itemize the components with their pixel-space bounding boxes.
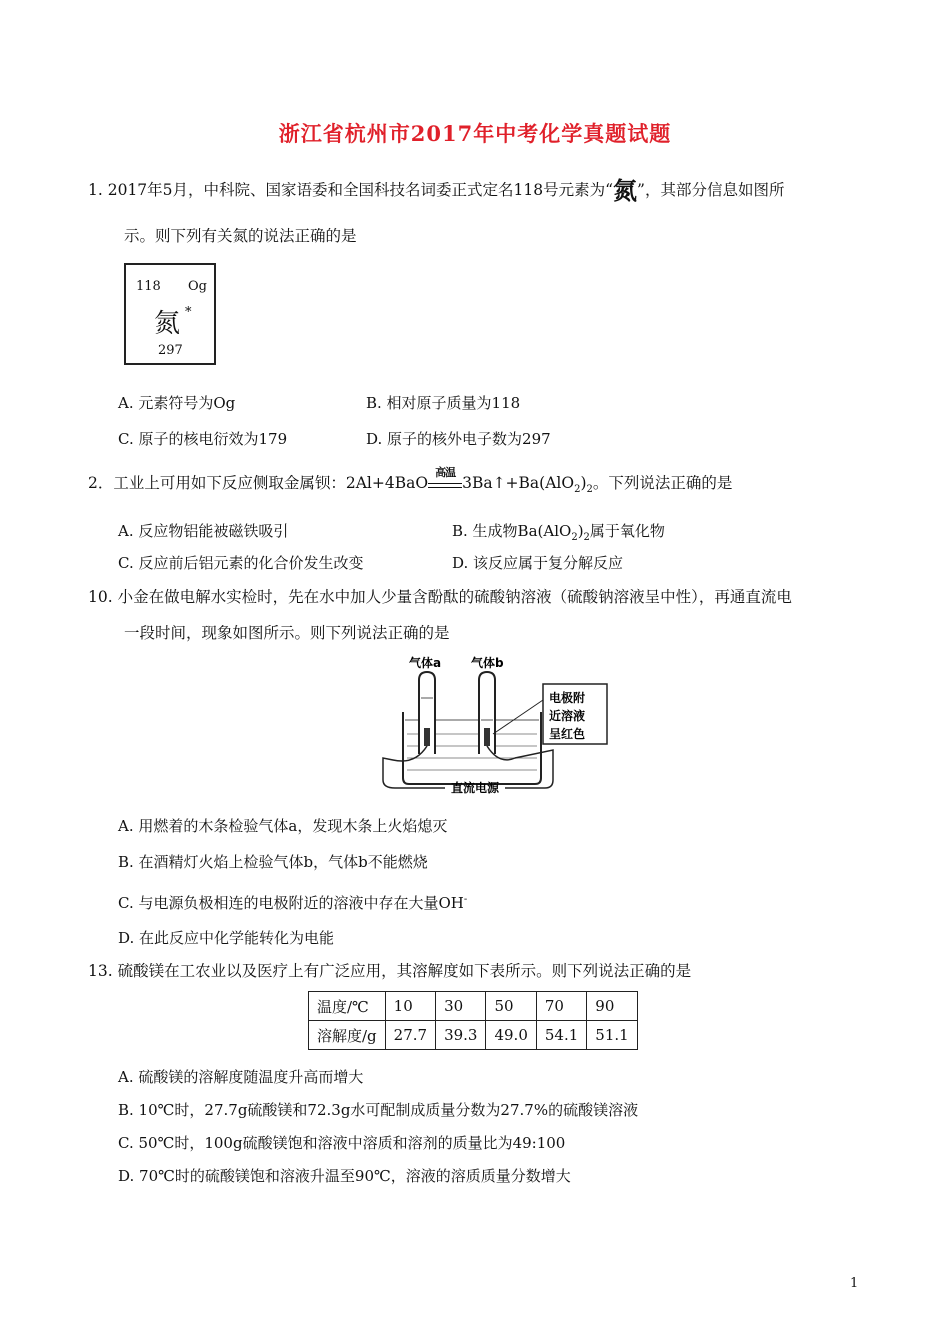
- q10-line2: 一段时间，现象如图所示。则下列说法正确的是: [124, 624, 450, 642]
- q2-post-b: ): [580, 474, 587, 492]
- temp-cell: 90: [587, 992, 637, 1021]
- equals-sign: [428, 483, 462, 488]
- row1-label: 温度/℃: [309, 992, 386, 1021]
- q13-option-a: A. 硫酸镁的溶解度随温度升高而增大: [118, 1068, 364, 1086]
- q2-sub2: 2: [586, 484, 593, 496]
- row2-label: 溶解度/g: [309, 1021, 386, 1050]
- q2-post-a: 3Ba↑+Ba(AlO: [462, 474, 575, 492]
- solubility-cell: 54.1: [536, 1021, 586, 1050]
- electrolysis-figure: [375, 650, 615, 795]
- element-number: 118: [136, 279, 161, 294]
- q2-option-d: D. 该反应属于复分解反应: [452, 554, 624, 572]
- q10-option-c-sup: -: [463, 894, 468, 905]
- q1-option-c: C. 原子的核电衍效为179: [118, 430, 288, 448]
- temp-cell: 50: [486, 992, 536, 1021]
- temp-cell: 30: [436, 992, 486, 1021]
- q2-option-b-pre: B. 生成物Ba(AlO: [452, 522, 572, 540]
- q1-line1-post: ”，其部分信息如图所: [637, 181, 785, 199]
- temp-cell: 10: [385, 992, 435, 1021]
- q2-option-a: A. 反应物铝能被磁铁吸引: [118, 522, 289, 540]
- q2-option-c: C. 反应前后铝元素的化合价发生改变: [118, 554, 364, 572]
- table-row: [309, 1021, 638, 1050]
- element-card: [124, 263, 216, 365]
- electrode-b: [484, 728, 490, 746]
- q2-sub1: 2: [574, 484, 581, 496]
- q10-option-b: B. 在酒精灯火焰上检验气体b，气体b不能燃烧: [118, 853, 428, 871]
- solubility-table: [308, 991, 638, 1050]
- q2-option-b-mid: ): [577, 522, 584, 540]
- q2-option-b: [452, 521, 665, 548]
- q10-option-c-text: C. 与电源负极相连的电极附近的溶液中存在大量OH: [118, 894, 464, 912]
- element-symbol: Og: [188, 279, 207, 294]
- q1-line1-pre: 1. 2017年5月，中科院、国家语委和全国科技名词委正式定名118号元素为“: [88, 181, 614, 199]
- element-star: *: [185, 305, 192, 320]
- power-label: 直流电源: [451, 781, 500, 795]
- q13-option-d: D. 70℃时的硫酸镁饱和溶液升温至90℃，溶液的溶质质量分数增大: [118, 1167, 571, 1185]
- q2-option-b-post: 属于氧化物: [589, 522, 665, 540]
- solubility-cell: 27.7: [385, 1021, 435, 1050]
- q2-post-c: 。下列说法正确的是: [592, 474, 733, 492]
- q10-option-a: A. 用燃着的木条检验气体a，发现木条上火焰熄灭: [118, 817, 448, 835]
- callout-text-2: 近溶液: [549, 709, 586, 723]
- gas-a-label: 气体a: [409, 656, 442, 670]
- q2-option-b-sub2: 2: [583, 532, 590, 543]
- q1-line1: [88, 176, 785, 205]
- page-number: 1: [850, 1276, 859, 1291]
- q10-line1: 10. 小金在做电解水实检时，先在水中加人少量含酚酞的硫酸钠溶液（硫酸钠溶液呈中性），再通直流电: [88, 588, 792, 606]
- q1-element-char: 氮: [613, 176, 638, 205]
- page-title: 浙江省杭州市2017年中考化学真题试题: [278, 121, 672, 146]
- table-row: [309, 992, 638, 1021]
- callout-line: [493, 700, 543, 734]
- q13-option-b: B. 10℃时，27.7g硫酸镁和72.3g水可配制成质量分数为27.7%的硫酸镁溶液: [118, 1101, 639, 1119]
- element-name: 氮: [154, 309, 181, 339]
- q10-option-d: D. 在此反应中化学能转化为电能: [118, 929, 335, 947]
- q1-option-b: B. 相对原子质量为118: [366, 394, 521, 412]
- reaction-arrow: [428, 466, 462, 488]
- q10-option-c: [118, 890, 467, 913]
- q1-line2: 示。则下列有关氮的说法正确的是: [124, 227, 357, 245]
- q13-option-c: C. 50℃时，100g硫酸镁饱和溶液中溶质和溶剂的质量比为49:100: [118, 1134, 566, 1152]
- q1-option-a: A. 元素符号为Og: [118, 394, 236, 412]
- q2-pre: 2．工业上可用如下反应侧取金属钡：2Al+4BaO: [88, 474, 429, 492]
- solubility-cell: 49.0: [486, 1021, 536, 1050]
- q2-option-b-sub1: 2: [571, 532, 578, 543]
- q2-stem: [88, 466, 733, 500]
- callout-text-1: 电极附: [549, 691, 586, 705]
- solubility-cell: 51.1: [587, 1021, 637, 1050]
- gas-b-label: 气体b: [471, 656, 504, 670]
- q1-option-d: D. 原子的核外电子数为297: [366, 430, 551, 448]
- solubility-cell: 39.3: [436, 1021, 486, 1050]
- callout-text-3: 呈红色: [549, 727, 586, 741]
- reaction-condition: 高温: [435, 466, 456, 479]
- q13-line1: 13. 硫酸镁在工农业以及医疗上有广泛应用，其溶解度如下表所示。则下列说法正确的是: [88, 962, 692, 980]
- electrode-a: [424, 728, 430, 746]
- element-mass: 297: [158, 343, 183, 358]
- temp-cell: 70: [536, 992, 586, 1021]
